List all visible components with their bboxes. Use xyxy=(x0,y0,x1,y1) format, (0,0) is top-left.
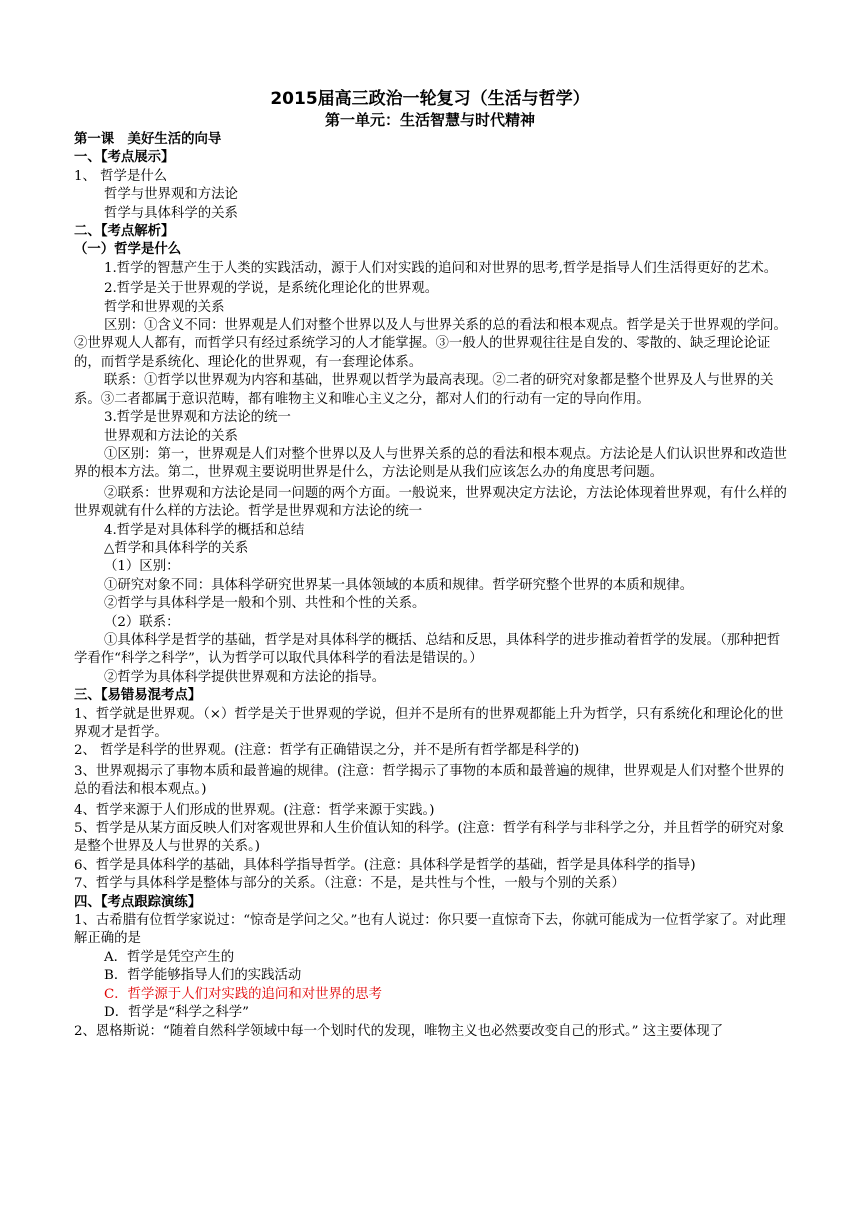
paragraph: △哲学和具体科学的关系 xyxy=(104,540,249,556)
paragraph: （2）联系： xyxy=(104,614,180,630)
paragraph: 4.哲学是对具体科学的概括和总结 xyxy=(104,522,305,538)
section-heading-1: 一、【考点展示】 xyxy=(74,150,175,166)
list-item: 哲学与世界观和方法论 xyxy=(104,187,238,203)
correct-answer-option: C．哲学源于人们对实践的追问和对世界的思考 xyxy=(104,986,383,1002)
list-item: 3、世界观揭示了事物本质和最普遍的规律。(注意：哲学揭示了事物的本质和最普遍的规律，世界观是人们对整个世界的总的看法和根本观点。) xyxy=(74,763,785,798)
list-item: 6、哲学是具体科学的基础，具体科学指导哲学。(注意：具体科学是哲学的基础，哲学是具体科学的指导) xyxy=(74,857,696,873)
list-item: 2、 哲学是科学的世界观。(注意：哲学有正确错误之分，并不是所有哲学都是科学的) xyxy=(74,743,580,759)
list-item: 哲学与具体科学的关系 xyxy=(104,205,238,221)
paragraph: ②哲学为具体科学提供世界观和方法论的指导。 xyxy=(104,669,386,685)
paragraph: ②联系：世界观和方法论是同一问题的两个方面。一般说来，世界观决定方法论，方法论体现着世界观，有什么样的世界观就有什么样的方法论。哲学是世界观和方法论的统一 xyxy=(74,485,787,520)
answer-option: D．哲学是“科学之科学” xyxy=(104,1005,249,1021)
question: 1、古希腊有位哲学家说过：“惊奇是学问之父。”也有人说过：你只要一直惊奇下去，你就可能成为一位哲学家了。对此理解正确的是 xyxy=(74,913,786,947)
section-heading-2: 二、【考点解析】 xyxy=(74,224,175,240)
lesson-heading: 第一课 美好生活的向导 xyxy=(74,132,222,147)
paragraph: 2.哲学是关于世界观的学说，是系统化理论化的世界观。 xyxy=(104,281,439,297)
list-item: 1、 哲学是什么 xyxy=(74,168,168,184)
paragraph: 联系：①哲学以世界观为内容和基础，世界观以哲学为最高表现。②二者的研究对象都是整个世界及人与世界的关系。③二者都属于意识范畴，都有唯物主义和唯心主义之分，都对人们的行动有一定的导向作用。 xyxy=(74,373,774,407)
paragraph: 哲学和世界观的关系 xyxy=(104,299,225,315)
document-title: 2015届高三政治一轮复习（生活与哲学） xyxy=(270,89,590,109)
list-item: 5、哲学是从某方面反映人们对客观世界和人生价值认知的科学。(注意：哲学有科学与非科学之分，并且哲学的研究对象是整个世界及人与世界的关系。) xyxy=(74,821,785,855)
paragraph: 3.哲学是世界观和方法论的统一 xyxy=(104,410,291,426)
paragraph: 1.哲学的智慧产生于人类的实践活动，源于人们对实践的追问和对世界的思考,哲学是指导人们生活得更好的艺术。 xyxy=(104,260,778,276)
paragraph: ①具体科学是哲学的基础，哲学是对具体科学的概括、总结和反思，具体科学的进步推动着哲学的发展。（那种把哲学看作“科学之科学”，认为哲学可以取代具体科学的看法是错误的。） xyxy=(74,632,781,667)
answer-option: B．哲学能够指导人们的实践活动 xyxy=(104,968,302,984)
document-body xyxy=(74,131,790,1041)
unit-subtitle: 第一单元：生活智慧与时代精神 xyxy=(324,111,535,129)
paragraph: 区别：①含义不同：世界观是人们对整个世界以及人与世界关系的总的看法和根本观点。哲学是关于世界观的学问。②世界观人人都有，而哲学只有经过系统学习的人才能掌握。③一般人的世界观往往是自发的、零散的、缺乏理论论证的，而哲学是系统化、理论化的世界观，有一套理论体系。 xyxy=(74,318,787,370)
question: 2、恩格斯说：“随着自然科学领域中每一个划时代的发现，唯物主义也必然要改变自己的形式。” 这主要体现了 xyxy=(74,1023,724,1039)
section-heading-3: 三、【易错易混考点】 xyxy=(74,688,202,704)
paragraph: 世界观和方法论的关系 xyxy=(104,428,238,444)
list-item: 7、哲学与具体科学是整体与部分的关系。（注意：不是，是共性与个性，一般与个别的关系） xyxy=(74,876,625,892)
paragraph: ①区别：第一，世界观是人们对整个世界以及人与世界关系的总的看法和根本观点。方法论是人们认识世界和改造世界的根本方法。第二，世界观主要说明世界是什么，方法论则是从我们应该怎么办的角度思考问题。 xyxy=(74,446,787,481)
paragraph: （1）区别： xyxy=(104,559,180,575)
answer-option: A．哲学是凭空产生的 xyxy=(104,949,235,965)
subsection-heading: （一）哲学是什么 xyxy=(74,242,182,258)
list-item: 4、哲学来源于人们形成的世界观。(注意：哲学来源于实践。) xyxy=(74,802,435,818)
section-heading-4: 四、【考点跟踪演练】 xyxy=(74,894,202,910)
paragraph: ①研究对象不同：具体科学研究世界某一具体领域的本质和规律。哲学研究整个世界的本质和规律。 xyxy=(104,577,694,593)
list-item: 1、哲学就是世界观。（×）哲学是关于世界观的学说，但并不是所有的世界观都能上升为哲学，只有系统化和理论化的世界观才是哲学。 xyxy=(74,706,784,740)
paragraph: ②哲学与具体科学是一般和个别、共性和个性的关系。 xyxy=(104,596,426,612)
